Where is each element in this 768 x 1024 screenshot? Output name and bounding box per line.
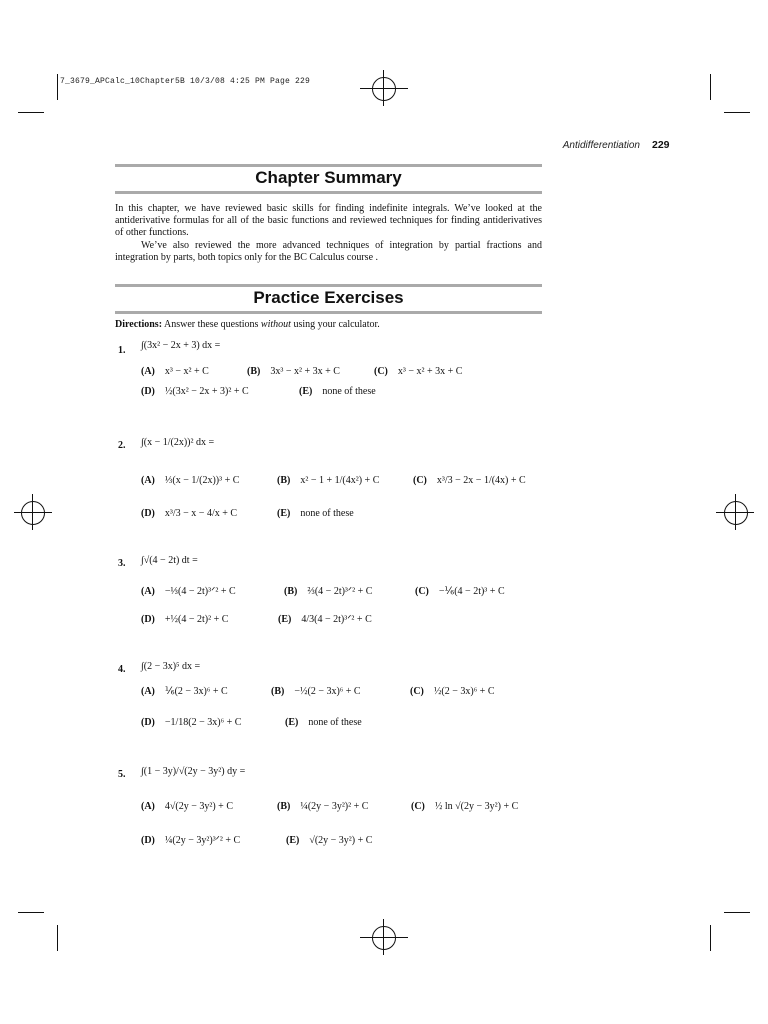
answer-option: (C) x³/3 − 2x − 1/(4x) + C <box>413 475 526 486</box>
running-header-title: Antidifferentiation <box>562 140 640 151</box>
print-slug: 7_3679_APCalc_10Chapter5B 10/3/08 4:25 PM Page 229 <box>60 77 311 86</box>
answer-option: (D) +½(4 − 2t)² + C <box>141 614 229 625</box>
page-number: 229 <box>652 139 670 151</box>
question-number: 4. <box>118 664 126 675</box>
answer-option: (E) none of these <box>277 508 354 519</box>
question-stem: ∫(x − 1/(2x))² dx = <box>141 437 215 448</box>
answer-option: (B) ¼(2y − 3y²)² + C <box>277 801 369 812</box>
heading-rule <box>115 191 542 194</box>
practice-exercises-heading: Practice Exercises <box>253 288 404 307</box>
answer-option: (B) −½(2 − 3x)⁶ + C <box>271 686 361 697</box>
question-number: 2. <box>118 440 126 451</box>
directions: Directions: Answer these questions without using your calculator. <box>115 319 380 330</box>
answer-option: (C) x³ − x² + 3x + C <box>374 366 463 377</box>
answer-option: (D) ½(3x² − 2x + 3)² + C <box>141 386 249 397</box>
question-stem: ∫(3x² − 2x + 3) dx = <box>141 340 221 351</box>
question-stem: ∫√(4 − 2t) dt = <box>141 555 198 566</box>
question-stem: ∫(1 − 3y)/√(2y − 3y²) dy = <box>141 766 246 777</box>
registration-mark-icon <box>21 501 45 525</box>
answer-option: (A) ⅙(2 − 3x)⁶ + C <box>141 686 228 697</box>
answer-option: (D) −1/18(2 − 3x)⁶ + C <box>141 717 242 728</box>
answer-option: (A) x³ − x² + C <box>141 366 209 377</box>
chapter-summary-heading: Chapter Summary <box>255 168 402 187</box>
summary-text <box>115 203 542 264</box>
answer-option: (B) 3x³ − x² + 3x + C <box>247 366 340 377</box>
answer-option: (E) √(2y − 3y²) + C <box>286 835 373 846</box>
answer-option: (C) ½ ln √(2y − 3y²) + C <box>411 801 519 812</box>
answer-option: (E) 4/3(4 − 2t)³ᐟ² + C <box>278 614 372 625</box>
registration-mark-icon <box>372 926 396 950</box>
answer-option: (C) −⅙(4 − 2t)³ + C <box>415 586 505 597</box>
summary-paragraph: We’ve also reviewed the more advanced techniques of integration by partial fractions and integration by parts, both topics only for the BC Calculus course . <box>115 239 542 263</box>
answer-option: (E) none of these <box>299 386 376 397</box>
answer-option: (A) 4√(2y − 3y²) + C <box>141 801 233 812</box>
registration-mark-icon <box>372 77 396 101</box>
answer-option: (E) none of these <box>285 717 362 728</box>
answer-option: (D) x³/3 − x − 4/x + C <box>141 508 238 519</box>
answer-option: (A) ⅓(x − 1/(2x))³ + C <box>141 475 240 486</box>
heading-rule <box>115 311 542 314</box>
question-stem: ∫(2 − 3x)⁵ dx = <box>141 661 201 672</box>
question-number: 3. <box>118 558 126 569</box>
answer-option: (D) ¼(2y − 3y²)³ᐟ² + C <box>141 835 241 846</box>
answer-option: (C) ½(2 − 3x)⁶ + C <box>410 686 495 697</box>
summary-paragraph: In this chapter, we have reviewed basic skills for finding indefinite integrals. We’ve looked at the antiderivative formulas for all of the basic functions and reviewed techniques for finding antiderivatives of other functions. <box>115 203 542 239</box>
registration-mark-icon <box>724 501 748 525</box>
answer-option: (A) −⅓(4 − 2t)³ᐟ² + C <box>141 586 236 597</box>
answer-option: (B) ⅔(4 − 2t)³ᐟ² + C <box>284 586 373 597</box>
question-number: 5. <box>118 769 126 780</box>
question-number: 1. <box>118 345 126 356</box>
answer-option: (B) x² − 1 + 1/(4x²) + C <box>277 475 380 486</box>
heading-rule <box>115 284 542 287</box>
heading-rule <box>115 164 542 167</box>
